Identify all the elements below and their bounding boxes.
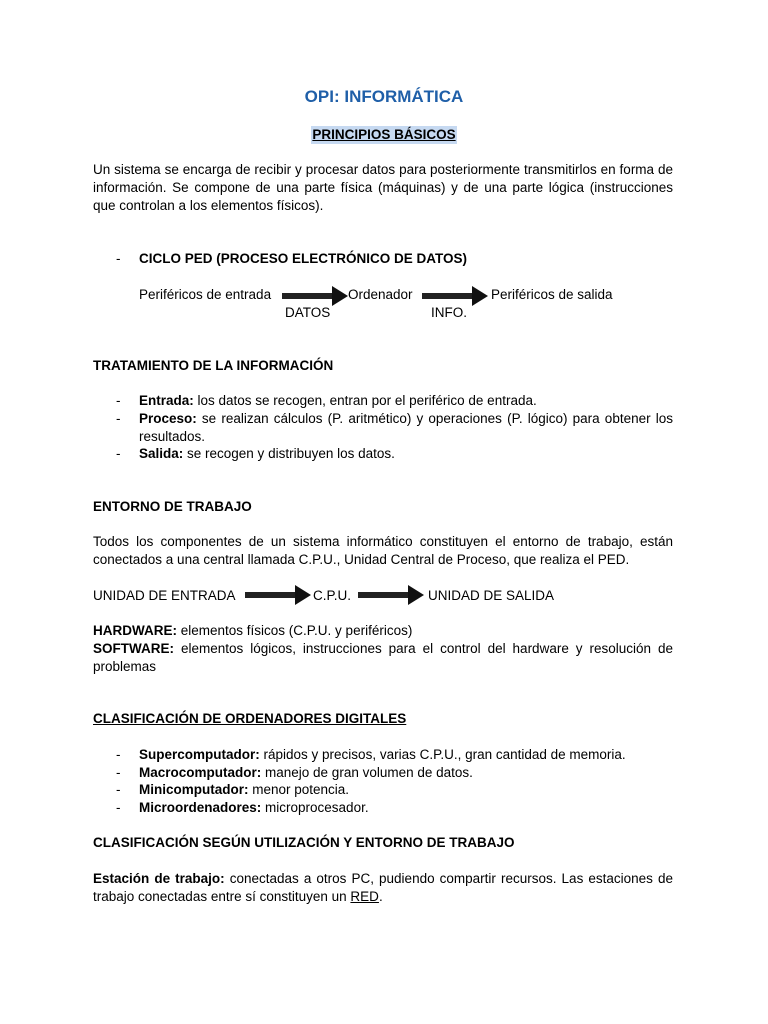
- flow-label-info: INFO.: [431, 305, 467, 320]
- utilizacion-heading: CLASIFICACIÓN SEGÚN UTILIZACIÓN Y ENTORNO DE TRABAJO: [93, 835, 515, 850]
- flow-node-input-peripherals: Periféricos de entrada: [139, 287, 272, 302]
- list-item-text: menor potencia.: [248, 782, 350, 797]
- list-item-term: Salida:: [139, 446, 184, 461]
- list-item-term: Macrocomputador:: [139, 765, 262, 780]
- flow-label-datos: DATOS: [285, 305, 331, 320]
- list-item-dash: -: [116, 393, 121, 408]
- list-item: [139, 410, 673, 446]
- list-item-dash: -: [116, 782, 121, 797]
- list-item-term: Minicomputador:: [139, 782, 249, 797]
- list-item-term: Supercomputador:: [139, 747, 260, 762]
- flow-node-computer: Ordenador: [348, 287, 413, 302]
- workstation-term: Estación de trabajo:: [93, 871, 225, 886]
- workstation-text: conectadas a otros PC, pudiendo compartir recursos. Las estaciones de trabajo conectadas entre sí constituyen un: [93, 871, 673, 904]
- entorno-paragraph: Todos los componentes de un sistema informático constituyen el entorno de trabajo, están conectados a una central llamada C.P.U., Unidad Central de Proceso, que realiza el PED.: [93, 534, 673, 567]
- section-subtitle: PRINCIPIOS BÁSICOS: [312, 127, 456, 142]
- list-item-dash: -: [116, 800, 121, 815]
- workstation-paragraph: [93, 870, 673, 906]
- flow-node-cpu: C.P.U.: [313, 588, 352, 603]
- list-item: [139, 445, 673, 463]
- right-arrow-icon: [358, 584, 424, 606]
- ciclo-heading: CICLO PED (PROCESO ELECTRÓNICO DE DATOS): [139, 251, 468, 266]
- list-item-text: microprocesador.: [261, 800, 369, 815]
- list-item-text: los datos se recogen, entran por el periférico de entrada.: [193, 393, 537, 408]
- entorno-heading: ENTORNO DE TRABAJO: [93, 499, 252, 514]
- list-item-dash: -: [116, 411, 121, 426]
- list-item-text: manejo de gran volumen de datos.: [261, 765, 473, 780]
- list-item-term: Entrada:: [139, 393, 194, 408]
- list-item-text: se realizan cálculos (P. aritmético) y operaciones (P. lógico) para obtener los resultados.: [139, 411, 673, 444]
- list-item: [139, 799, 673, 817]
- hardware-text: elementos físicos (C.P.U. y periféricos): [177, 623, 413, 638]
- list-item: [139, 764, 673, 782]
- list-item-text: rápidos y precisos, varias C.P.U., gran cantidad de memoria.: [259, 747, 626, 762]
- list-item-dash: -: [116, 765, 121, 780]
- tratamiento-heading: TRATAMIENTO DE LA INFORMACIÓN: [93, 358, 334, 373]
- page-title: OPI: INFORMÁTICA: [304, 87, 464, 106]
- list-item-term: Microordenadores:: [139, 800, 262, 815]
- workstation-end: .: [378, 889, 383, 904]
- intro-paragraph: Un sistema se encarga de recibir y procesar datos para posteriormente transmitirlos en forma de información. Se compone de una parte física (máquinas) y de una parte lógica (instrucciones que controlan a los elementos físicos).: [93, 162, 673, 213]
- flow-node-input-unit: UNIDAD DE ENTRADA: [93, 588, 236, 603]
- flow-node-output-peripherals: Periféricos de salida: [491, 287, 613, 302]
- flow-node-output-unit: UNIDAD DE SALIDA: [428, 588, 555, 603]
- ciclo-bullet-dash: -: [116, 251, 121, 266]
- hardware-definition: [93, 622, 673, 640]
- subtitle-wrap: [0, 126, 768, 144]
- right-arrow-icon: [245, 584, 311, 606]
- software-term: SOFTWARE:: [93, 641, 174, 656]
- list-item-text: se recogen y distribuyen los datos.: [183, 446, 395, 461]
- list-item-dash: -: [116, 747, 121, 762]
- software-text: elementos lógicos, instrucciones para el control del hardware y resolución de problemas: [93, 641, 673, 674]
- hardware-term: HARDWARE:: [93, 623, 177, 638]
- list-item-term: Proceso:: [139, 411, 197, 426]
- list-item: [139, 781, 673, 799]
- list-item: [139, 746, 673, 764]
- list-item-dash: -: [116, 446, 121, 461]
- clasificacion-heading: CLASIFICACIÓN DE ORDENADORES DIGITALES: [93, 711, 407, 726]
- red-term: RED: [350, 889, 379, 904]
- software-definition: [93, 640, 673, 676]
- list-item: [139, 392, 673, 410]
